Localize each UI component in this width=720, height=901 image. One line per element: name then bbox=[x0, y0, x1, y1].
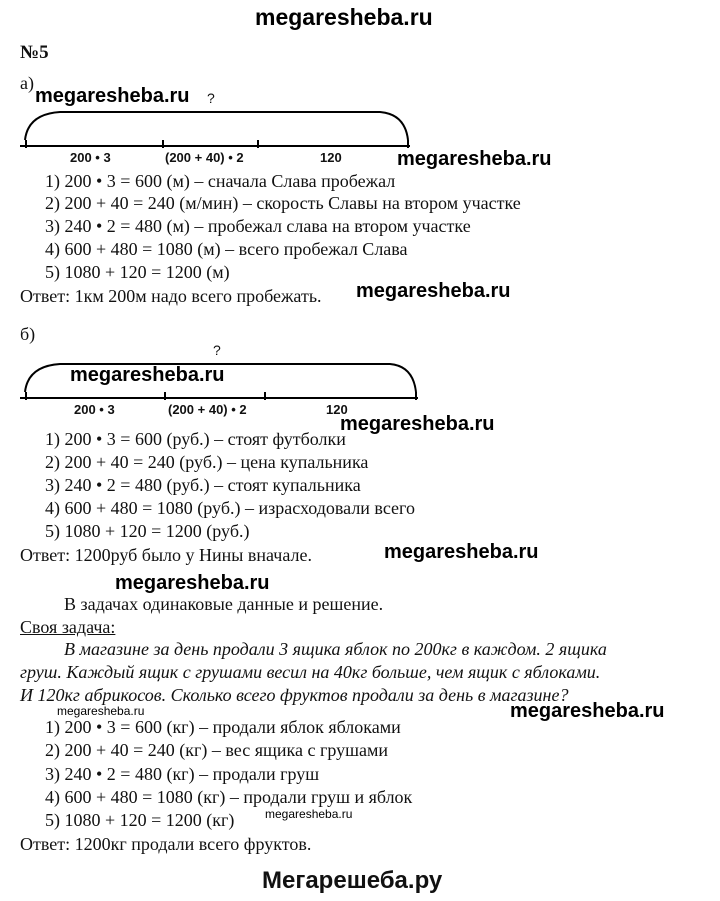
segment-label: 200 • 3 bbox=[74, 402, 115, 417]
task-text-line: И 120кг абрикосов. Сколько всего фруктов продали за день в магазине? bbox=[20, 685, 569, 705]
watermark: megaresheba.ru bbox=[70, 364, 225, 386]
footer-brand: Мегарешеба.ру bbox=[262, 867, 443, 894]
watermark: megaresheba.ru bbox=[356, 280, 511, 302]
solution-line: 2) 200 + 40 = 240 (руб.) – цена купальника bbox=[45, 452, 369, 472]
segment-label: 200 • 3 bbox=[70, 150, 111, 165]
watermark: megaresheba.ru bbox=[510, 700, 665, 722]
answer-line: Ответ: 1200руб было у Нины вначале. bbox=[20, 545, 312, 565]
watermark: megaresheba.ru bbox=[340, 413, 495, 435]
segment-label: (200 + 40) • 2 bbox=[165, 150, 244, 165]
part-b-label: б) bbox=[20, 324, 36, 344]
segment-label: 120 bbox=[326, 402, 348, 417]
solution-line: 1) 200 • 3 = 600 (кг) – продали яблок яблоками bbox=[45, 717, 401, 737]
solution-line: 5) 1080 + 120 = 1200 (кг) bbox=[45, 810, 235, 830]
answer-line: Ответ: 1200кг продали всего фруктов. bbox=[20, 834, 312, 854]
conclusion: В задачах одинаковые данные и решение. bbox=[64, 594, 384, 614]
solution-line: 4) 600 + 480 = 1080 (м) – всего пробежал Слава bbox=[45, 239, 408, 259]
solution-line: 3) 240 • 2 = 480 (руб.) – стоят купальника bbox=[45, 475, 361, 495]
problem-number: №5 bbox=[20, 42, 49, 63]
watermark: megaresheba.ru bbox=[115, 572, 270, 594]
solution-line: 5) 1080 + 120 = 1200 (руб.) bbox=[45, 521, 250, 541]
question-mark: ? bbox=[207, 90, 215, 106]
task-text-line: груш. Каждый ящик с грушами весил на 40кг больше, чем ящик с яблоками. bbox=[20, 662, 601, 682]
solution-line: 5) 1080 + 120 = 1200 (м) bbox=[45, 262, 230, 282]
watermark: megaresheba.ru bbox=[35, 85, 190, 107]
watermark: megaresheba.ru bbox=[265, 807, 353, 821]
solution-line: 1) 200 • 3 = 600 (м) – сначала Слава пробежал bbox=[45, 171, 396, 191]
solution-line: 2) 200 + 40 = 240 (кг) – вес ящика с грушами bbox=[45, 740, 388, 760]
watermark: megaresheba.ru bbox=[397, 148, 552, 170]
solution-line: 3) 240 • 2 = 480 (м) – пробежал слава на втором участке bbox=[45, 216, 471, 236]
solution-line: 1) 200 • 3 = 600 (руб.) – стоят футболки bbox=[45, 429, 346, 449]
own-task-heading: Своя задача: bbox=[20, 617, 116, 637]
segment-label: 120 bbox=[320, 150, 342, 165]
watermark: megaresheba.ru bbox=[57, 704, 145, 718]
header-watermark: megaresheba.ru bbox=[255, 4, 433, 30]
solution-line: 4) 600 + 480 = 1080 (руб.) – израсходовали всего bbox=[45, 498, 415, 518]
part-a-label: а) bbox=[20, 73, 34, 93]
watermark: megaresheba.ru bbox=[384, 541, 539, 563]
segment-label: (200 + 40) • 2 bbox=[168, 402, 247, 417]
solution-line: 2) 200 + 40 = 240 (м/мин) – скорость Славы на втором участке bbox=[45, 193, 521, 213]
task-text-line: В магазине за день продали 3 ящика яблок по 200кг в каждом. 2 ящика bbox=[64, 639, 607, 659]
answer-line: Ответ: 1км 200м надо всего пробежать. bbox=[20, 286, 322, 306]
segment-diagram-a bbox=[20, 108, 410, 148]
question-mark: ? bbox=[213, 342, 221, 358]
solution-line: 4) 600 + 480 = 1080 (кг) – продали груш и яблок bbox=[45, 787, 413, 807]
solution-line: 3) 240 • 2 = 480 (кг) – продали груш bbox=[45, 764, 320, 784]
